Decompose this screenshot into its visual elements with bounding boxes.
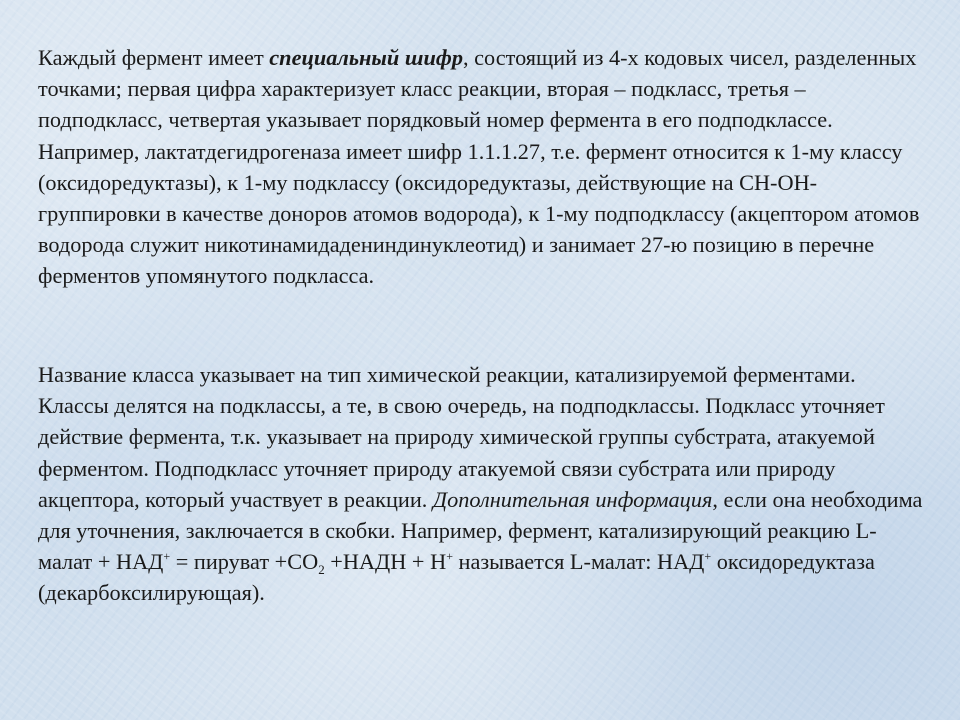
- p2-superscript-plus-2: +: [446, 549, 453, 564]
- p2-superscript-plus-3: +: [704, 549, 712, 564]
- p2-text-part2: , если она необходима для уточнения, заключается в скобки. Например, фермент, катализирующий реакцию L-малат + НАД: [38, 486, 923, 575]
- p2-text-start: Название класса указывает на тип химической реакции, катализируемой ферментами. Классы делятся на подклассы, а те, в свою очередь, на подподклассы. Подкласс уточняет действие фермента, т.к. указывает на природу химической группы субстрата, атакуемой ферментом. Подподкласс уточняет природу атакуемой связи субстрата или природу акцептора, который участвует в реакции.: [38, 362, 885, 512]
- paragraph-class-names: [38, 359, 930, 609]
- p1-text-start: Каждый фермент имеет: [38, 45, 270, 70]
- paragraph-enzyme-code: [38, 42, 930, 292]
- p2-text-part4: +НАДН + Н: [324, 549, 447, 575]
- p2-text-end: оксидоредуктаза (декарбоксилирующая).: [38, 549, 875, 606]
- p1-text-rest: , состоящий из 4-х кодовых чисел, разделенных точками; первая цифра характеризует класс реакции, вторая – подкласс, третья – подподкласс, четвертая указывает порядковый номер фермента в его подподклассе. Например, лактатдегидрогеназа имеет шифр 1.1.1.27, т.е. фермент относится к 1-му классу (оксидоредуктазы), к 1-му подклассу (оксидоредуктазы, действующие на СН-ОН-группировки в качестве доноров атомов водорода), к 1-му подподклассу (акцептором атомов водорода служит никотинамидадениндинуклеотид) и занимает 27-ю позицию в перечне ферментов упомянутого подкласса.: [38, 45, 925, 289]
- p2-text-part3: = пируват +СО: [170, 549, 319, 575]
- p2-superscript-plus-1: +: [163, 549, 171, 564]
- p1-emphasis-special-code: специальный шифр: [269, 45, 463, 70]
- p2-text-part5: называется L-малат: НАД: [452, 549, 705, 575]
- p2-italic-additional-info: Дополнительная информация: [432, 486, 713, 512]
- p2-subscript-2: 2: [318, 562, 325, 578]
